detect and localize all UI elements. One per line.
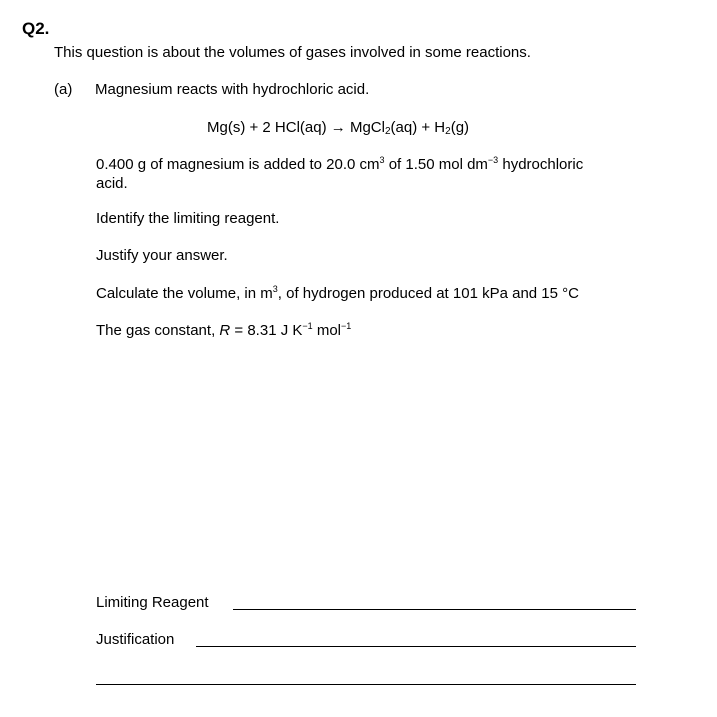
equation-reactants: Mg(s) + 2 HCl(aq) →	[207, 119, 346, 136]
question-number: Q2.	[22, 19, 50, 38]
justification-label: Justification	[96, 631, 175, 648]
reaction-quantities-line1: 0.400 g of magnesium is added to 20.0 $cm^3$ of 1.50 mol $dm^{-3}$ hydrochloric	[96, 155, 584, 173]
calculate-instruction: Calculate the volume, in $m^3$, of hydrogen produced at 101 kPa and 15 °C	[96, 284, 579, 302]
justify-instruction: Justify your answer.	[96, 247, 228, 264]
question-intro: This question is about the volumes of gases involved in some reactions.	[54, 44, 531, 61]
chemical-equation	[207, 119, 469, 136]
limiting-reagent-answer-line[interactable]	[233, 609, 636, 610]
justification-answer-line-2[interactable]	[96, 684, 636, 685]
part-text: Magnesium reacts with hydrochloric acid.	[95, 81, 370, 98]
limiting-reagent-label: Limiting Reagent	[96, 594, 209, 611]
part-label: (a)	[54, 81, 73, 98]
identify-instruction: Identify the limiting reagent.	[96, 210, 280, 227]
reaction-quantities-line2: acid.	[96, 175, 128, 192]
justification-answer-line[interactable]	[196, 646, 636, 647]
gas-constant-text: The gas constant, R = 8.31 J $K^{-1}$ mol$^{-1}$	[96, 321, 352, 339]
reaction-quantities	[96, 155, 583, 193]
equation-product-magnesium-chloride: MgCl$_2$(aq) + $H_2(g)$	[349, 119, 470, 137]
